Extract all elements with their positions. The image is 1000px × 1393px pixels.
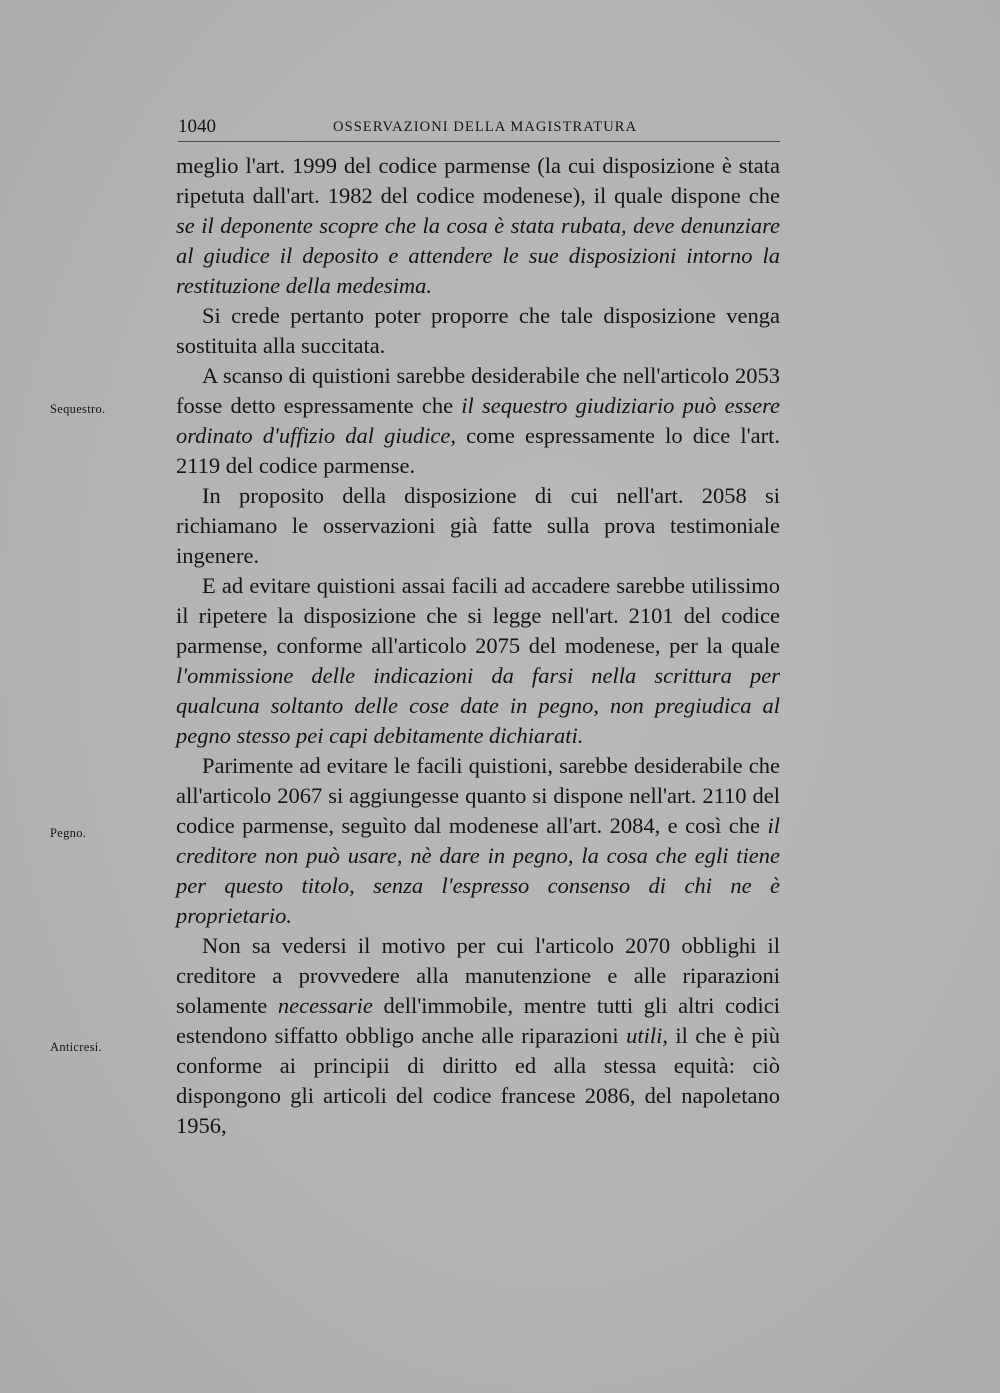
paragraph (176, 751, 780, 931)
italic-text: se il deponente scopre che la cosa è stata rubata, deve denunziare al giudice il deposito e attendere le sue disposizioni intorno la restituzione della medesima. (176, 213, 780, 298)
text-segment: meglio l'art. 1999 del codice parmense (la cui disposizione è stata ripetuta dall'art. 1982 del codice modenese), il quale dispone che (176, 153, 780, 208)
text-segment: E ad evitare quistioni assai facili ad accadere sarebbe utilissimo il ripetere la disposizione che si legge nell'art. 2101 del codice parmense, conforme all'articolo 2075 del modenese, per la quale (176, 573, 780, 658)
running-head: OSSERVAZIONI DELLA MAGISTRATURA (333, 119, 638, 135)
italic-text: necessarie (277, 993, 373, 1018)
page-number: 1040 (178, 116, 216, 137)
italic-text: il sequestro giudiziario può essere ordinato d'uffizio dal giudice, (176, 393, 780, 448)
paragraph (176, 931, 780, 1141)
italic-text: utili, (626, 1023, 668, 1048)
text-segment: Non sa vedersi il motivo per cui l'articolo 2070 obblighi il creditore a provvedere alla manutenzione e alle riparazioni solamente (176, 933, 780, 1018)
margin-note-sequestro: Sequestro. (50, 402, 106, 416)
paragraph (176, 361, 780, 481)
margin-note-pegno: Pegno. (50, 826, 87, 840)
header-rule (178, 141, 780, 142)
paragraph (176, 151, 780, 301)
text-segment: A scanso di quistioni sarebbe desiderabile che nell'articolo 2053 fosse detto espressamente che (176, 363, 780, 418)
page-header (178, 112, 778, 142)
paragraph (176, 571, 780, 751)
text-segment: In proposito della disposizione di cui nell'art. 2058 si richiamano le osservazioni già fatte sulla prova testimoniale ingenere. (176, 483, 780, 568)
paragraph (176, 301, 780, 361)
text-segment: come espressamente lo dice l'art. 2119 del codice parmense. (176, 423, 780, 478)
text-segment: dell'immobile, mentre tutti gli altri codici estendono siffatto obbligo anche alle riparazioni (176, 993, 780, 1048)
paragraph (176, 481, 780, 571)
body-text (176, 151, 780, 1141)
margin-note-anticresi: Anticresi. (50, 1040, 102, 1054)
text-segment: Parimente ad evitare le facili quistioni, sarebbe desiderabile che all'articolo 2067 si aggiungesse quanto si dispone nell'art. 2110 del codice parmense, seguìto dal modenese all'art. 2084, e così che (176, 753, 780, 838)
text-segment: Si crede pertanto poter proporre che tale disposizione venga sostituita alla succitata. (176, 303, 780, 358)
text-segment: il che è più conforme ai principii di diritto ed alla stessa equità: ciò dispongono gli articoli del codice francese 2086, del napoletano 1956, (176, 1023, 780, 1138)
italic-text: l'ommissione delle indicazioni da farsi nella scrittura per qualcuna soltanto delle cose date in pegno, non pregiudica al pegno stesso pei capi debitamente dichiarati. (176, 663, 780, 748)
italic-text: il creditore non può usare, nè dare in pegno, la cosa che egli tiene per questo titolo, senza l'espresso consenso di chi ne è proprietario. (176, 813, 780, 928)
